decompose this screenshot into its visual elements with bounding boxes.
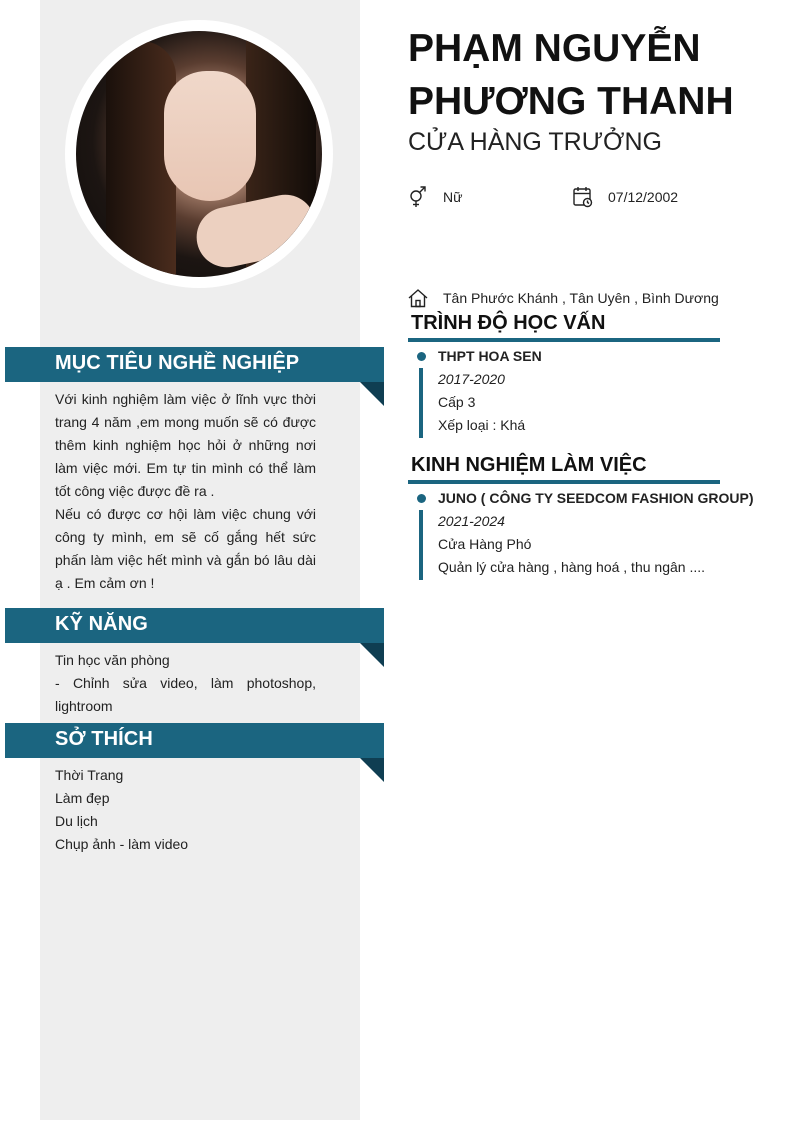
name-line: PHẠM NGUYỄN [408, 27, 701, 70]
experience-title: KINH NGHIỆM LÀM VIỆC [411, 454, 647, 476]
education-heading [408, 312, 720, 342]
experience-period: 2021-2024 [438, 513, 505, 529]
skills-text [55, 649, 316, 718]
birthdate-value: 07/12/2002 [608, 189, 679, 205]
experience-heading [408, 454, 720, 484]
home-icon [408, 288, 428, 308]
skills-title: KỸ NĂNG [55, 613, 148, 635]
objective-paragraph: Nếu có được cơ hội làm việc chung với công ty mình, em sẽ cố gắng hết sức phấn làm việc hết mình và gắn bó lâu dài ạ . Em cảm ơn ! [55, 506, 316, 591]
education-period: 2017-2020 [438, 371, 505, 387]
education-title: TRÌNH ĐỘ HỌC VẤN [411, 312, 606, 334]
hobby-item: Du lịch [55, 813, 98, 829]
education-level: Cấp 3 [438, 394, 476, 410]
timeline-dot [417, 352, 426, 361]
job-title: CỬA HÀNG TRƯỞNG [408, 128, 662, 156]
banner-fold-decoration [360, 382, 384, 406]
gender-icon [408, 186, 428, 208]
name-line: PHƯƠNG THANH [408, 80, 734, 123]
timeline-bar [419, 368, 423, 438]
objective-text [55, 388, 316, 595]
objective-title: MỤC TIÊU NGHỀ NGHIỆP [55, 352, 300, 374]
birthdate-info [573, 186, 678, 208]
experience-company: JUNO ( CÔNG TY SEEDCOM FASHION GROUP) [438, 490, 754, 506]
address-info [408, 288, 719, 308]
experience-position: Cửa Hàng Phó [438, 536, 532, 552]
address-value: Tân Phước Khánh , Tân Uyên , Bình Dương [443, 290, 719, 306]
avatar [76, 31, 322, 277]
gender-info [408, 186, 462, 208]
timeline-dot [417, 494, 426, 503]
education-school: THPT HOA SEN [438, 348, 542, 364]
skill-item: Tin học văn phòng [55, 652, 170, 668]
objective-paragraph: Với kinh nghiệm làm việc ở lĩnh vực thời trang 4 năm ,em mong muốn sẽ có được thêm kinh nghiệm học hỏi ở những nơi làm việc mới. Em tự tin mình có thể làm tốt công việc được đề ra . [55, 391, 316, 499]
hobby-item: Thời Trang [55, 767, 124, 783]
skills-section-banner [5, 608, 384, 643]
hobby-item: Chụp ảnh - làm video [55, 836, 189, 852]
banner-fold-decoration [360, 758, 384, 782]
experience-duties: Quản lý cửa hàng , hàng hoá , thu ngân .... [438, 559, 706, 575]
candidate-name [408, 22, 734, 128]
education-grade: Xếp loại : Khá [438, 417, 526, 433]
skill-item: - Chỉnh sửa video, làm photoshop, lightroom [55, 675, 316, 714]
timeline-bar [419, 510, 423, 580]
gender-value: Nữ [443, 189, 463, 205]
objective-section-banner [5, 347, 384, 382]
hobbies-section-banner [5, 723, 384, 758]
banner-fold-decoration [360, 643, 384, 667]
hobbies-list [55, 764, 316, 856]
calendar-icon [573, 186, 593, 208]
hobbies-title: SỞ THÍCH [55, 728, 153, 750]
hobby-item: Làm đẹp [55, 790, 110, 806]
